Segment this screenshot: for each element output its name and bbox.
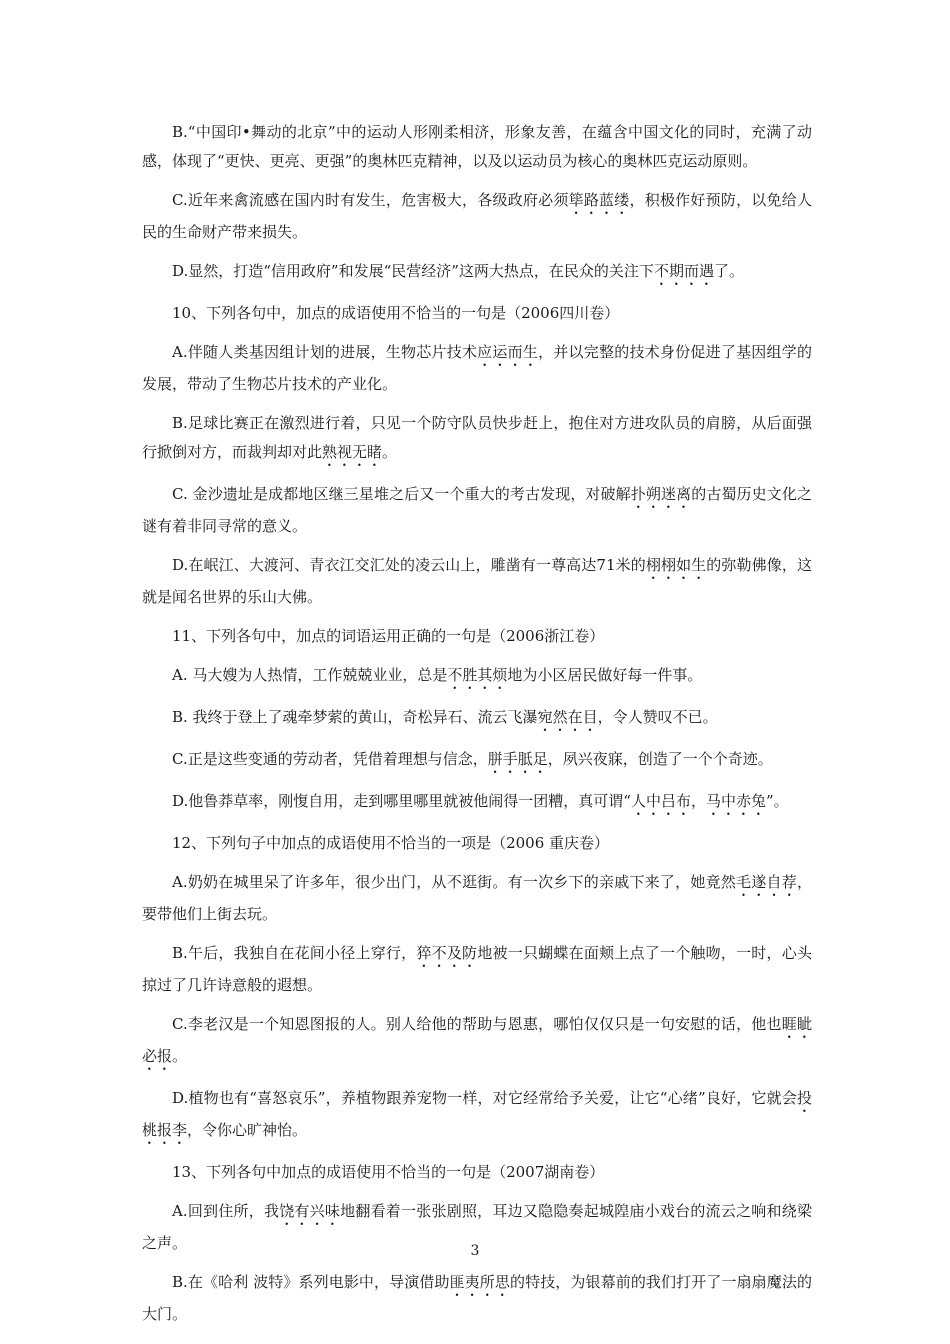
dotted-idiom: [538, 708, 598, 726]
answer-option: [142, 338, 812, 399]
dotted-idiom: [488, 750, 548, 768]
dotted-idiom-text: 匪夷所思: [449, 1273, 510, 1291]
answer-option: [142, 1010, 812, 1074]
paragraph-text: A. 马大嫂为人热情，工作兢兢业业，总是: [172, 666, 448, 684]
answer-option: [142, 1268, 812, 1329]
paragraph-text: D.他鲁莽草率，刚愎自用，走到哪里哪里就被他闹得一团糟，真可谓“: [172, 792, 631, 810]
dotted-idiom-text: 不期而遇: [653, 262, 714, 280]
answer-option: [142, 118, 812, 176]
dotted-idiom: [654, 262, 714, 280]
answer-option: [142, 868, 812, 929]
dotted-idiom-text: 不胜其烦: [447, 666, 508, 684]
dotted-idiom: [646, 556, 706, 574]
question-stem: [142, 622, 812, 651]
paragraph-text-tail: 。: [382, 443, 398, 461]
paragraph-text: 10、下列各句中，加点的成语使用不恰当的一句是（2006四川卷）: [172, 304, 620, 322]
answer-option: [142, 480, 812, 541]
paragraph-text-tail: ，并以完整的技术身份促进了基因组学的发展，带动了生物芯片技术的产业化。: [142, 343, 812, 393]
paragraph-text: D.在岷江、大渡河、青衣江交汇处的凌云山上，雕凿有一尊高达71米的: [172, 556, 646, 574]
answer-option: [142, 551, 812, 612]
paragraph-text-tail: 。: [172, 1047, 188, 1065]
dotted-idiom-text: 扑朔迷离: [630, 485, 692, 503]
answer-option: [142, 257, 812, 289]
paragraph-text: A.伴随人类基因组计划的进展，生物芯片技术: [172, 343, 478, 361]
question-stem: [142, 829, 812, 858]
paragraph-text: B.在《哈利 波特》系列电影中，导演借助: [172, 1273, 450, 1291]
paragraph-text: 13、下列各句中加点的成语使用不恰当的一句是（2007湖南卷）: [172, 1163, 605, 1181]
dotted-idiom-text: 熟视无睹: [322, 443, 383, 461]
dotted-idiom: [447, 666, 507, 684]
dotted-idiom-text: 应运而生: [477, 343, 539, 361]
paragraph-text-tail: 的特技，为银幕前的我们打开了一扇扇魔法的大门。: [142, 1273, 812, 1323]
dotted-idiom: [631, 485, 691, 503]
answer-option: [142, 1084, 812, 1148]
dotted-idiom-text: 栩栩如生: [645, 556, 707, 574]
answer-option: [142, 661, 812, 693]
dotted-idiom-text: 投桃报李: [142, 1089, 812, 1139]
paragraph-text: D.植物也有“喜怒哀乐”，养植物跟养宠物一样，对它经常给予关爱，让它“心绪”良好，它就会: [172, 1089, 797, 1107]
answer-option: [142, 787, 812, 819]
answer-option: [142, 409, 812, 470]
dotted-idiom: [477, 343, 538, 361]
dotted-idiom: [569, 191, 630, 209]
paragraph-text-tail: ，令你心旷神怡。: [187, 1121, 308, 1139]
dotted-idiom-text: 猝不及防: [416, 944, 478, 962]
paragraph-text: C.正是这些变通的劳动者，凭借着理想与信念，: [172, 750, 488, 768]
dotted-idiom: [416, 944, 477, 962]
paragraph-text: A.回到住所，我: [172, 1202, 280, 1220]
paragraph-text-tail: ”。: [765, 792, 789, 810]
paragraph-text: A.奶奶在城里呆了许多年，很少出门，从不逛街。有一次乡下的亲戚下来了，她竟然: [172, 873, 737, 891]
paragraph-text: D.显然，打造“信用政府”和发展“民营经济”这两大热点，在民众的关注下: [172, 262, 654, 280]
paragraph-text: C. 金沙遗址是成都地区继三星堆之后又一个重大的考古发现，对破解: [172, 485, 631, 503]
dotted-idiom-text: 宛然在目: [537, 708, 598, 726]
page-number: 3: [470, 1243, 480, 1259]
dotted-idiom-text: 胼手胝足: [487, 750, 548, 768]
paragraph-text-tail: ，积极作好预防，以免给人民的生命财产带来损失。: [142, 191, 812, 241]
answer-option: [142, 186, 812, 247]
paragraph-text: B. 我终于登上了魂牵梦萦的黄山，奇松异石、流云飞瀑: [172, 708, 538, 726]
paragraph-text: 11、下列各句中，加点的词语运用正确的一句是（2006浙江卷）: [172, 627, 605, 645]
paragraph-text-tail: 了。: [713, 262, 744, 280]
paragraph-text-tail: 地翻看着一张张剧照，耳边又隐隐奏起城隍庙小戏台的流云之响和绕梁之声。: [142, 1202, 812, 1252]
dotted-idiom-text: 筚路蓝缕: [568, 191, 630, 209]
paragraph-text: B.“中国印•舞动的北京”中的运动人形刚柔相济，形象友善，在蕴含中国文化的同时，充满了动感，体现了“更快、更亮、更强”的奥林匹克精神，以及以运动员为核心的奥林匹克运动原则。: [142, 123, 812, 170]
paragraph-text: B.足球比赛正在激烈进行着，只见一个防守队员快步赶上，抱住对方进攻队员的肩膀，从后面强行掀倒对方，而裁判却对此: [142, 414, 812, 461]
paragraph-text: 12、下列句子中加点的成语使用不恰当的一项是（2006 重庆卷）: [172, 834, 610, 852]
dotted-idiom-text: 人中吕布，马中赤兔: [630, 792, 766, 810]
answer-option: [142, 703, 812, 735]
page-content: [142, 118, 812, 1339]
paragraph-text-tail: 的弥勒佛像，这就是闻名世界的乐山大佛。: [142, 556, 812, 606]
paragraph-text: C.李老汉是一个知恩图报的人。别人给他的帮助与恩惠，哪怕仅仅只是一句安慰的话，他也: [172, 1015, 782, 1033]
question-stem: [142, 299, 812, 328]
paragraph-text-tail: ，夙兴夜寐，创造了一个个奇迹。: [547, 750, 773, 768]
paragraph-text: C.近年来禽流感在国内时有发生，危害极大，各级政府必须: [172, 191, 569, 209]
dotted-idiom: [450, 1273, 510, 1291]
dotted-idiom-text: 饶有兴味: [279, 1202, 341, 1220]
paragraph-text: B.午后，我独自在花间小径上穿行，: [172, 944, 417, 962]
dotted-idiom-text: 毛遂自荐: [736, 873, 797, 891]
paragraph-text-tail: 的古蜀历史文化之谜有着非同寻常的意义。: [142, 485, 812, 535]
question-stem: [142, 1158, 812, 1187]
answer-option: [142, 745, 812, 777]
dotted-idiom: [322, 443, 382, 461]
paragraph-text-tail: ，令人赞叹不已。: [597, 708, 718, 726]
paragraph-text-tail: 地为小区居民做好每一件事。: [507, 666, 703, 684]
answer-option: [142, 939, 812, 1000]
dotted-idiom-text: 睚眦必报: [142, 1015, 812, 1065]
dotted-idiom: [279, 1202, 340, 1220]
paragraph-text-tail: ，要带他们上街去玩。: [142, 873, 812, 923]
dotted-idiom: [736, 873, 797, 891]
paragraph-text-tail: 地被一只蝴蝶在面颊上点了一个触吻，一时，心头掠过了几许诗意般的遐想。: [142, 944, 812, 994]
dotted-idiom: [631, 792, 766, 810]
